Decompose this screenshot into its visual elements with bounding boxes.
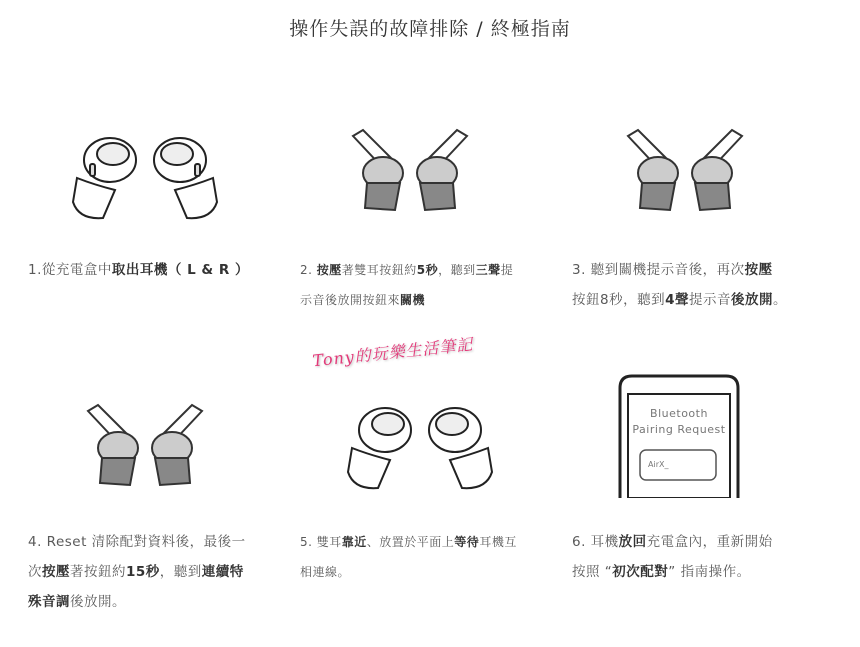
- step-6-part: 6. 耳機: [572, 534, 619, 550]
- step-3-part: 按壓: [744, 262, 773, 278]
- step-4-part: 按壓: [42, 564, 70, 580]
- pressing-illustration-2: [620, 128, 750, 218]
- step-4-part: 著按鈕約: [70, 564, 126, 580]
- step-3-text: [572, 255, 832, 315]
- step-3-part: 4聲: [665, 292, 689, 308]
- step-2-part: 2.: [300, 263, 317, 277]
- step-5-part: 靠近: [341, 535, 367, 549]
- phone-illustration: [618, 374, 740, 498]
- step-6-part: 初次配對: [612, 564, 669, 580]
- step-2-text: [300, 255, 550, 315]
- step-5-part: 相連線。: [300, 565, 351, 579]
- step-6-part: 按照 “: [572, 564, 613, 580]
- step-4-part: 次: [28, 564, 42, 580]
- step-3-part: 提示音: [689, 292, 731, 308]
- step-6-part: 放回: [618, 534, 647, 550]
- step-4-part: ，聽到: [159, 564, 202, 580]
- step-1-part: 1.從充電盒中: [28, 262, 112, 278]
- right-earbud-icon: [154, 138, 217, 218]
- step-5-part: 等待: [454, 535, 480, 549]
- step-3-part: 後放開: [731, 292, 773, 308]
- step-6-part: 充電盒內，重新開始: [646, 534, 773, 550]
- step-6-text: [572, 527, 832, 587]
- step-3-part: 。: [773, 292, 787, 308]
- step-1-text: [28, 255, 278, 285]
- step-2-part: 關機: [400, 293, 426, 307]
- step-2-part: 按壓: [316, 263, 342, 277]
- step-4-part: 後放開。: [70, 594, 126, 610]
- step-2-part: 提: [500, 263, 514, 277]
- phone-pairing-label: Pairing Request: [632, 423, 726, 436]
- phone-bluetooth-label: Bluetooth: [650, 407, 708, 420]
- pressing-illustration: [345, 128, 475, 218]
- step-6-part: ” 指南操作。: [668, 564, 751, 580]
- step-5-text: [300, 527, 560, 587]
- step-2-part: ，聽到: [438, 263, 476, 277]
- step-2-part: 示音後放開按鈕來: [300, 293, 401, 307]
- step-1-part: 取出耳機: [111, 262, 168, 278]
- step-4-part: 15秒: [126, 564, 160, 580]
- left-earbud-icon: [73, 138, 136, 218]
- step-5-part: 5. 雙耳: [300, 535, 342, 549]
- step-2-part: 著雙耳按鈕約: [341, 263, 417, 277]
- step-1-part: （ L & R ）: [167, 262, 249, 278]
- earbuds-illustration: [65, 130, 225, 225]
- step-4-text: [28, 527, 288, 617]
- step-4-part: 殊音調: [28, 594, 70, 610]
- step-2-part: 三聲: [475, 263, 501, 277]
- step-3-part: 按鈕8秒，聽到: [572, 292, 666, 308]
- watermark: Tony的玩樂生活筆記: [311, 334, 475, 371]
- step-5-part: 、放置於平面上: [366, 535, 455, 549]
- phone-input-field: AirX_: [648, 460, 669, 469]
- step-4-part: 4. Reset 清除配對資料後，最後一: [28, 534, 246, 550]
- earbuds-together-illustration: [340, 400, 500, 495]
- step-4-part: 連續特: [201, 564, 244, 580]
- pressing-illustration-3: [80, 403, 210, 493]
- step-3-part: 3. 聽到關機提示音後，再次: [572, 262, 745, 278]
- page-title: 操作失誤的故障排除 / 終極指南: [289, 18, 571, 40]
- step-5-part: 耳機互: [479, 535, 517, 549]
- step-2-part: 5秒: [416, 263, 439, 277]
